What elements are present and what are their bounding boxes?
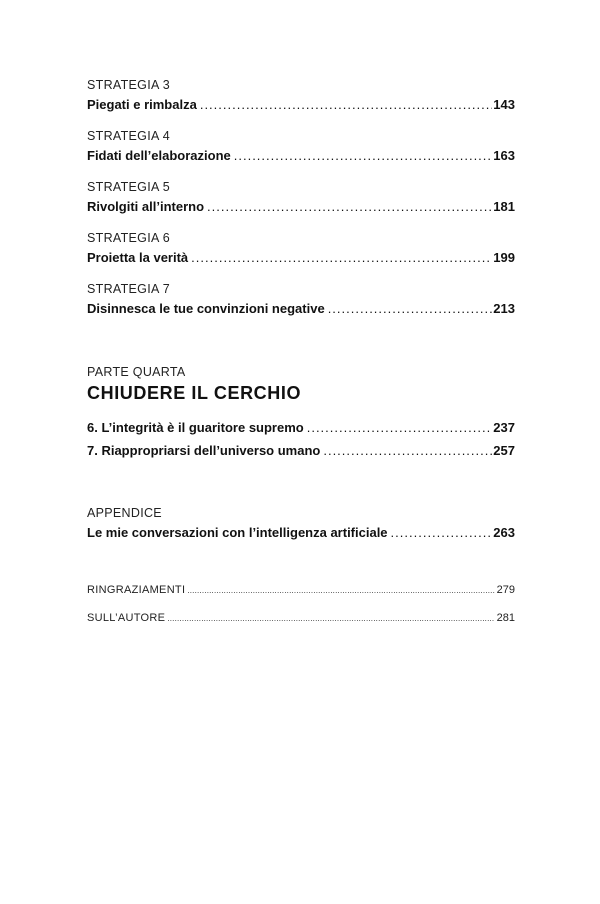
toc-acknowledgements [87,583,515,598]
dot-leader [323,442,492,460]
entry-title: 7. Riappropriarsi dell’universo umano [87,443,321,458]
toc-entry [87,249,515,267]
part-label: PARTE QUARTA [87,365,186,379]
dot-leader [307,419,493,437]
dot-leader [328,300,493,318]
toc-entry [87,147,515,165]
part-title: CHIUDERE IL CERCHIO [87,383,302,403]
toc-strategy-4 [87,128,515,165]
toc-entry [87,611,515,626]
toc-strategy-6 [87,230,515,267]
entry-title: Fidati dell’elaborazione [87,148,231,163]
page-number: 143 [493,97,515,112]
toc-entry [87,419,515,437]
dot-leader [200,96,492,114]
table-of-contents [87,0,515,904]
page-number: 263 [493,525,515,540]
toc-appendix [87,505,515,542]
strategy-label: STRATEGIA 7 [87,282,170,296]
toc-about-author [87,611,515,626]
entry-title: Proietta la verità [87,250,189,265]
entry-title: 6. L’integrità è il guaritore supremo [87,420,304,435]
toc-entry [87,198,515,216]
toc-strategy-7 [87,281,515,318]
dot-leader [167,612,494,626]
toc-entry [87,442,515,460]
dot-leader [191,249,492,267]
dot-leader [207,198,492,216]
entry-title: RINGRAZIAMENTI [87,584,186,596]
strategy-label: STRATEGIA 4 [87,129,170,143]
toc-part-four [87,364,515,460]
page-number: 181 [493,199,515,214]
page-number: 279 [496,584,515,596]
toc-strategy-5 [87,179,515,216]
toc-entry [87,96,515,114]
toc-strategy-3 [87,77,515,114]
entry-title: Disinnesca le tue convinzioni negative [87,301,325,316]
entry-title: Piegati e rimbalza [87,97,197,112]
page-number: 257 [493,443,515,458]
strategy-label: STRATEGIA 6 [87,231,170,245]
toc-entry [87,583,515,598]
toc-entry [87,524,515,542]
dot-leader [234,147,493,165]
entry-title: SULL’AUTORE [87,612,166,624]
entry-title: Rivolgiti all’interno [87,199,205,214]
entry-title: Le mie conversazioni con l’intelligenza artificiale [87,525,388,540]
strategy-label: STRATEGIA 3 [87,78,170,92]
page-number: 199 [493,250,515,265]
page-number: 281 [496,612,515,624]
page-number: 237 [493,420,515,435]
dot-leader [391,524,493,542]
page-number: 163 [493,148,515,163]
strategy-label: STRATEGIA 5 [87,180,170,194]
toc-entry [87,300,515,318]
appendix-label: APPENDICE [87,506,162,520]
dot-leader [187,584,494,598]
page-number: 213 [493,301,515,316]
